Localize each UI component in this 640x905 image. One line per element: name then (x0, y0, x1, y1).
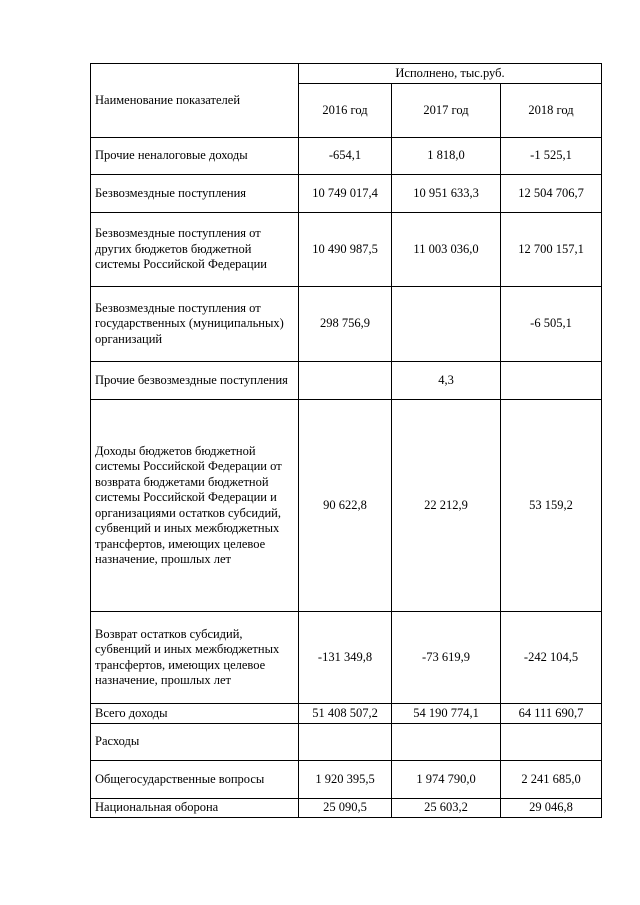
cell-2017: 4,3 (392, 362, 501, 400)
cell-2016 (299, 724, 392, 761)
row-label: Безвозмездные поступления от других бюджетов бюджетной системы Российской Федерации (91, 213, 299, 287)
cell-2018: -1 525,1 (501, 138, 602, 175)
cell-2018: -242 104,5 (501, 612, 602, 704)
table-row (91, 287, 602, 362)
cell-2018 (501, 724, 602, 761)
table-row (91, 138, 602, 175)
cell-2016: 298 756,9 (299, 287, 392, 362)
cell-2017: -73 619,9 (392, 612, 501, 704)
cell-2017: 11 003 036,0 (392, 213, 501, 287)
header-row-1 (91, 64, 602, 84)
table-row (91, 612, 602, 704)
cell-2017: 22 212,9 (392, 400, 501, 612)
cell-2018: 64 111 690,7 (501, 704, 602, 724)
table-row (91, 362, 602, 400)
row-label: Прочие безвозмездные поступления (91, 362, 299, 400)
cell-2018 (501, 362, 602, 400)
cell-2017 (392, 287, 501, 362)
cell-2017: 1 818,0 (392, 138, 501, 175)
cell-2016: 90 622,8 (299, 400, 392, 612)
cell-2016: 51 408 507,2 (299, 704, 392, 724)
cell-2017: 1 974 790,0 (392, 761, 501, 799)
cell-2018: 53 159,2 (501, 400, 602, 612)
cell-2017: 25 603,2 (392, 799, 501, 818)
row-label: Общегосударственные вопросы (91, 761, 299, 799)
header-year-2018: 2018 год (501, 84, 602, 138)
row-label: Безвозмездные поступления (91, 175, 299, 213)
cell-2018: 12 700 157,1 (501, 213, 602, 287)
cell-2018: 29 046,8 (501, 799, 602, 818)
header-executed-group: Исполнено, тыс.руб. (299, 64, 602, 84)
table-row (91, 704, 602, 724)
header-indicator-name: Наименование показателей (91, 64, 299, 138)
cell-2018: 2 241 685,0 (501, 761, 602, 799)
cell-2016: 1 920 395,5 (299, 761, 392, 799)
header-year-2016: 2016 год (299, 84, 392, 138)
row-label: Национальная оборона (91, 799, 299, 818)
table-row (91, 761, 602, 799)
cell-2016: 25 090,5 (299, 799, 392, 818)
header-year-2017: 2017 год (392, 84, 501, 138)
row-label: Доходы бюджетов бюджетной системы Российской Федерации от возврата бюджетами бюджетной системы Российской Федерации и организациями остатков субсидий, субвенций и иных межбюджетных трансфертов, имеющих целевое назначение, прошлых лет (91, 400, 299, 612)
cell-2017: 10 951 633,3 (392, 175, 501, 213)
row-label: Прочие неналоговые доходы (91, 138, 299, 175)
cell-2018: 12 504 706,7 (501, 175, 602, 213)
row-label: Безвозмездные поступления от государственных (муниципальных) организаций (91, 287, 299, 362)
cell-2017: 54 190 774,1 (392, 704, 501, 724)
row-label: Возврат остатков субсидий, субвенций и иных межбюджетных трансфертов, имеющих целевое назначение, прошлых лет (91, 612, 299, 704)
cell-2016: 10 749 017,4 (299, 175, 392, 213)
cell-2016: -654,1 (299, 138, 392, 175)
budget-execution-table (90, 63, 602, 818)
table-row (91, 400, 602, 612)
table-row (91, 799, 602, 818)
table-row (91, 213, 602, 287)
row-label: Расходы (91, 724, 299, 761)
row-label: Всего доходы (91, 704, 299, 724)
cell-2016: -131 349,8 (299, 612, 392, 704)
table-row (91, 724, 602, 761)
cell-2017 (392, 724, 501, 761)
cell-2018: -6 505,1 (501, 287, 602, 362)
table-row (91, 175, 602, 213)
cell-2016 (299, 362, 392, 400)
cell-2016: 10 490 987,5 (299, 213, 392, 287)
